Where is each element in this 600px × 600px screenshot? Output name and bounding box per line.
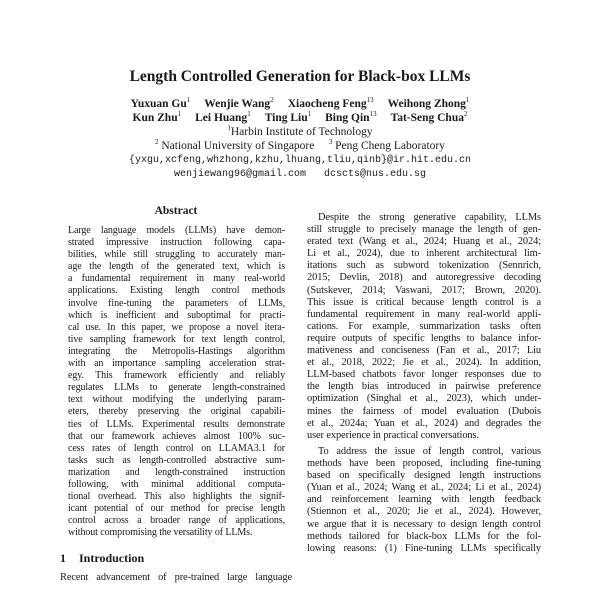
email-chua: dcscts@nus.edu.sg bbox=[324, 169, 427, 180]
author-name: Ting Liu bbox=[264, 112, 308, 124]
author-affiliation-marker: 1 bbox=[307, 110, 312, 118]
introduction-heading bbox=[60, 551, 144, 565]
text-line: which is inefficient and suboptimal for practi- bbox=[68, 309, 285, 321]
author-name: Yuxuan Gu bbox=[130, 98, 187, 110]
author bbox=[388, 98, 470, 110]
text-line: tional overhead. This also highlights the signif- bbox=[68, 491, 285, 503]
introduction-body bbox=[60, 572, 292, 584]
affiliation-1-marker: 1 bbox=[227, 124, 231, 132]
text-line: based on specifically designed length instructions bbox=[307, 470, 541, 482]
text-line: Li et al., 2024), due to inherent architectural lim- bbox=[307, 248, 541, 260]
author-affiliation-marker: 1 bbox=[177, 110, 182, 118]
text-line: (Stiennon et al., 2020; Jie et al., 2024). However, bbox=[307, 506, 541, 518]
author-affiliation-marker: 1 bbox=[465, 96, 470, 104]
section-number: 1 bbox=[60, 551, 66, 565]
text-line: integrating the Metropolis-Hastings algorithm bbox=[68, 345, 285, 357]
right-column-paragraph-2 bbox=[307, 446, 541, 555]
text-line: ties of LLMs. Experimental results demonstrate bbox=[68, 418, 285, 430]
text-line: the length bias introduced in pairwise preference bbox=[307, 381, 541, 393]
text-line: regulates LLMs to generate length-constrained bbox=[68, 382, 285, 394]
author-affiliation-marker: 2 bbox=[463, 110, 468, 118]
authors-row-2 bbox=[0, 112, 600, 125]
text-line: that our framework achieves almost 100% suc- bbox=[68, 430, 285, 442]
email-line-1: {yxgu,xcfeng,whzhong,kzhu,lhuang,tliu,qinb}@ir.hit.edu.cn bbox=[128, 155, 472, 166]
email-wenjie: wenjiewang96@gmail.com bbox=[173, 169, 306, 180]
email-line-2 bbox=[0, 169, 600, 181]
author-name: Xiaocheng Feng bbox=[287, 98, 367, 110]
affiliation-2-text: National University of Singapore bbox=[161, 140, 315, 152]
author bbox=[265, 112, 311, 124]
text-line: (Yuan et al., 2024; Wang et al., 2024; Li et al., 2024) bbox=[307, 482, 541, 494]
author-name: Kun Zhu bbox=[132, 112, 178, 124]
text-line: text without modifying the underlying param- bbox=[68, 394, 285, 406]
text-line: 2015; Devlin, 2018) and autoregressive decoding bbox=[307, 272, 541, 284]
text-line: icant potential of our method for precise length bbox=[68, 503, 285, 515]
author-name: Bing Qin bbox=[325, 112, 370, 124]
text-line: age the length of the generated text, which is bbox=[68, 261, 285, 273]
text-line: lowing reasons: (1) Fine-tuning LLMs specifically bbox=[307, 542, 541, 554]
paper-title: Length Controlled Generation for Black-box LLMs bbox=[129, 68, 471, 85]
author-name: Lei Huang bbox=[195, 112, 248, 124]
text-line: cations. For example, summarization tasks often bbox=[307, 320, 541, 332]
text-line: et al., 2024a; Yuan et al., 2024) and degrades the bbox=[307, 417, 541, 429]
affiliation-1 bbox=[0, 126, 600, 139]
text-line: et al., 2018, 2022; Jie et al., 2024). In addition, bbox=[307, 357, 541, 369]
text-line: user experience in practical conversations. bbox=[307, 429, 479, 441]
text-line: tive sampling framework for text length control, bbox=[68, 333, 285, 345]
text-line: To address the issue of length control, various bbox=[318, 446, 541, 457]
text-line: cal use. In this paper, we propose a novel itera- bbox=[68, 321, 285, 333]
text-line: fundamental requirement in many real-world appli- bbox=[307, 308, 541, 320]
abstract-heading: Abstract bbox=[154, 205, 198, 217]
text-line: cess rates of length control on LLAMA3.1 for bbox=[68, 442, 285, 454]
author bbox=[391, 112, 468, 124]
author-affiliation-marker: 13 bbox=[369, 110, 377, 118]
text-line: and reinforcement learning with length feedback bbox=[307, 494, 541, 506]
text-line: egy. This framework efficiently and reliably bbox=[68, 370, 285, 382]
author bbox=[195, 112, 251, 124]
text-line: Large language models (LLMs) have demon- bbox=[68, 225, 285, 236]
text-line: Despite the strong generative capability, LLMs bbox=[318, 212, 541, 223]
author bbox=[325, 112, 376, 124]
text-line: control across a broader range of applications, bbox=[68, 515, 285, 527]
text-line: mativeness and conciseness (Fan et al., 2017; Liu bbox=[307, 345, 541, 357]
text-line: eters, thereby preserving the original capabili- bbox=[68, 406, 285, 418]
author bbox=[204, 98, 273, 110]
text-line: strated impressive instruction following capa- bbox=[68, 237, 285, 249]
author-affiliation-marker: 1 bbox=[186, 96, 191, 104]
text-line: still struggle to precisely manage the length of gen- bbox=[307, 224, 541, 236]
text-line: Recent advancement of pre-trained large language bbox=[60, 572, 292, 583]
author-name: Tat-Seng Chua bbox=[390, 112, 464, 124]
author bbox=[131, 98, 191, 110]
text-line: a fundamental requirement in many real-world bbox=[68, 273, 285, 285]
text-line: with an importance sampling acceleration strat- bbox=[68, 358, 285, 370]
affiliation-3-marker: 3 bbox=[328, 138, 333, 146]
author-affiliation-marker: 1 bbox=[247, 110, 251, 118]
text-line: erated text (Wang et al., 2024; Huang et al., 2024; bbox=[307, 236, 541, 248]
abstract-body bbox=[68, 225, 285, 539]
author bbox=[288, 98, 374, 110]
author-name: Wenjie Wang bbox=[204, 98, 271, 110]
affiliation-3-text: Peng Cheng Laboratory bbox=[335, 140, 445, 152]
text-line: applications. Existing length control methods bbox=[68, 285, 285, 297]
text-line: (Sutskever, 2014; Vaswani, 2017; Brown, 2020). bbox=[307, 284, 541, 296]
text-line: marization and length-constrained instruction bbox=[68, 466, 285, 478]
text-line: methods have been proposed, including fine-tuning bbox=[307, 458, 541, 470]
author-name: Weihong Zhong bbox=[387, 98, 466, 110]
author bbox=[133, 112, 182, 124]
section-title: Introduction bbox=[79, 551, 145, 565]
text-line: methods tailored for black-box LLMs for the fol- bbox=[307, 530, 541, 542]
right-column-paragraph-1 bbox=[307, 212, 541, 442]
text-line: mines the fairness of model evaluation (Dubois bbox=[307, 405, 541, 417]
text-line: This issue is critical because length control is a bbox=[307, 296, 541, 308]
text-line: involve fine-tuning the parameters of LLMs, bbox=[68, 297, 285, 309]
text-line: optimization (Singhal et al., 2023), which under- bbox=[307, 393, 541, 405]
affiliation-2-marker: 2 bbox=[155, 138, 159, 146]
text-line: without compromising the versatility of LLMs. bbox=[68, 527, 253, 539]
affiliation-1-text: Harbin Institute of Technology bbox=[230, 126, 373, 138]
text-line: require outputs of specific lengths to balance infor- bbox=[307, 332, 541, 344]
author-affiliation-marker: 2 bbox=[270, 96, 274, 104]
affiliation-2-3 bbox=[0, 140, 600, 153]
author-affiliation-marker: 13 bbox=[366, 96, 374, 104]
text-line: bilities, while still struggling to accurately man- bbox=[68, 249, 285, 261]
authors-row-1 bbox=[0, 98, 600, 111]
text-line: tasks such as length-controlled abstractive sum- bbox=[68, 454, 285, 466]
text-line: LLM-based chatbots favor longer responses due to bbox=[307, 369, 541, 381]
text-line: following, with minimal additional computa- bbox=[68, 478, 285, 490]
text-line: we argue that it is necessary to design length control bbox=[307, 518, 541, 530]
text-line: itations such as subword tokenization (Sennrich, bbox=[307, 260, 541, 272]
